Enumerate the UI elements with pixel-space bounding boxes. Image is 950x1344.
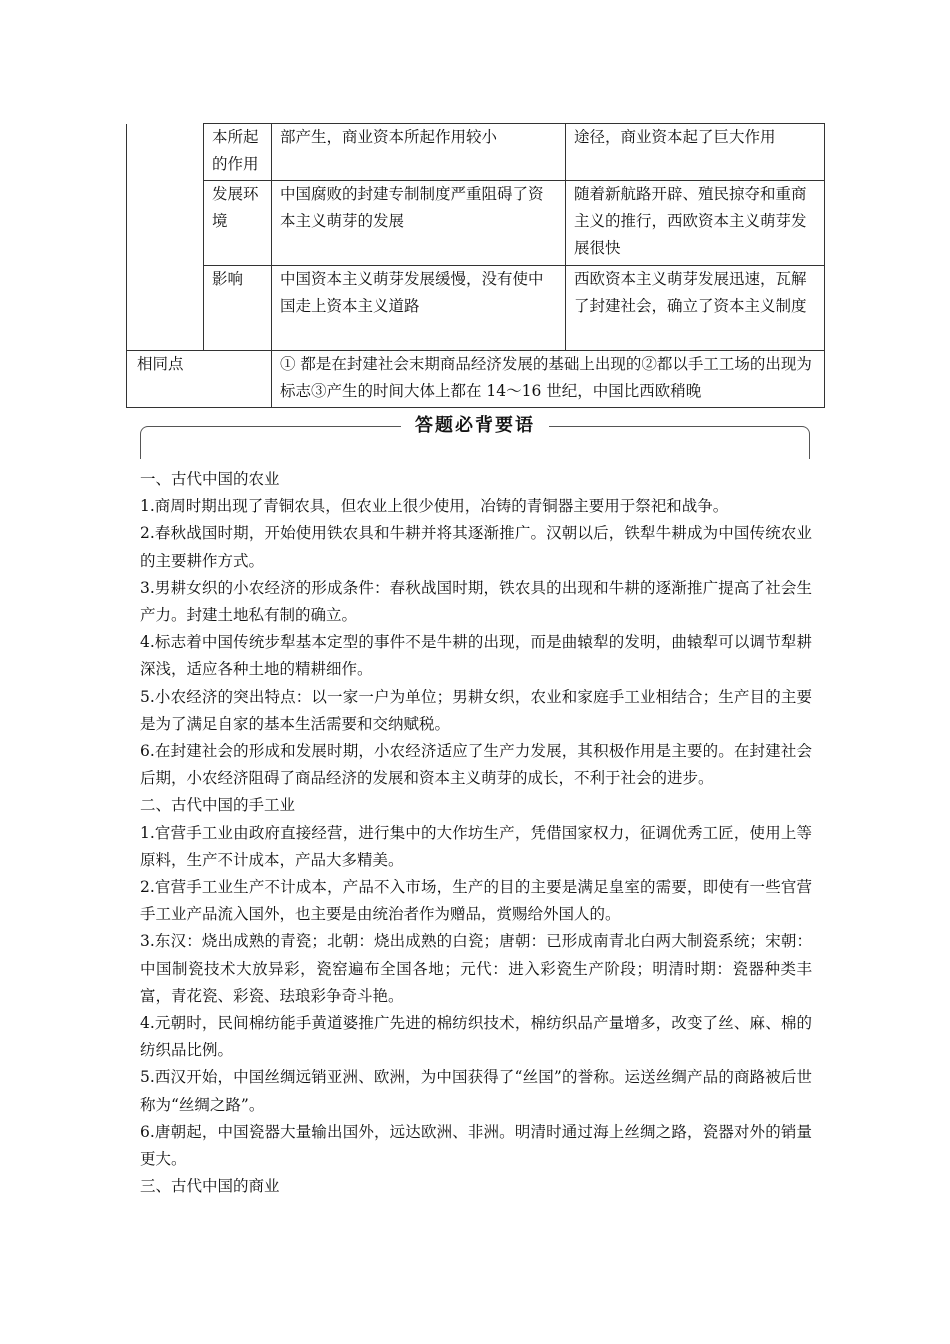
section-heading: 二、古代中国的手工业: [140, 796, 296, 815]
west-cell: 随着新航路开辟、殖民掠夺和重商主义的推行，西欧资本主义萌芽发展很快: [566, 181, 825, 266]
section-heading: 三、古代中国的商业: [140, 1177, 280, 1196]
paragraph: 5.西汉开始，中国丝绸远销亚洲、欧洲，为中国获得了“丝国”的誉称。运送丝绸产品的商路被后世称为“丝绸之路”。: [140, 1068, 812, 1114]
paragraph: 4.元朝时，民间棉纺能手黄道婆推广先进的棉纺织技术，棉纺织品产量增多，改变了丝、麻、棉的纺织品比例。: [140, 1014, 812, 1060]
row-label: 影响: [204, 266, 272, 351]
paragraph: 5.小农经济的突出特点：以一家一户为单位；男耕女织，农业和家庭手工业相结合；生产目的主要是为了满足自家的基本生活需要和交纳赋税。: [140, 687, 812, 733]
paragraph: 6.唐朝起，中国瓷器大量输出国外，远达欧洲、非洲。明清时通过海上丝绸之路，瓷器对外的销量更大。: [140, 1122, 812, 1169]
west-cell: 途径，商业资本起了巨大作用: [566, 124, 825, 181]
paragraph: 1.官营手工业由政府直接经营，进行集中的大作坊生产，凭借国家权力，征调优秀工匠，使用上等原料，生产不计成本，产品大多精美。: [140, 823, 812, 869]
table-row: [127, 266, 825, 351]
same-points-text: ① 都是在封建社会末期商品经济发展的基础上出现的②都以手工工场的出现为标志③产生的时间大体上都在 14～16 世纪，中国比西欧稍晚: [272, 351, 825, 408]
section-heading: 一、古代中国的农业: [140, 470, 280, 488]
paragraph: 1.商周时期出现了青铜农具，但农业上很少使用，冶铸的青铜器主要用于祭祀和战争。: [140, 497, 729, 516]
table-row-same: [127, 351, 825, 408]
paragraph: 2.官营手工业生产不计成本，产品不入市场，生产的目的主要是满足皇室的需要，即使有一些官营手工业产品流入国外，也主要是由统治者作为赠品，赏赐给外国人的。: [140, 878, 812, 924]
west-cell: 西欧资本主义萌芽发展迅速，瓦解了封建社会，确立了资本主义制度: [566, 266, 825, 351]
table-merged-cell: [127, 124, 204, 351]
table-row: [127, 181, 825, 266]
paragraph: 3.东汉：烧出成熟的青瓷；北朝：烧出成熟的白瓷；唐朝：已形成南青北白两大制瓷系统；宋朝：中国制瓷技术大放异彩，瓷窑遍布全国各地；元代：进入彩瓷生产阶段；明清时期：瓷器种类丰富，青花瓷、彩瓷、珐琅彩争奇斗艳。: [140, 932, 812, 1005]
banner-title: 答题必背要语: [401, 412, 549, 440]
china-cell: 部产生，商业资本所起作用较小: [272, 124, 566, 181]
row-label: 发展环境: [204, 181, 272, 266]
section-banner: [140, 412, 810, 460]
row-label: 本所起的作用: [204, 124, 272, 181]
paragraph: 4.标志着中国传统步犁基本定型的事件不是牛耕的出现，而是曲辕犁的发明，曲辕犁可以调节犁耕深浅，适应各种土地的精耕细作。: [140, 633, 812, 679]
comparison-table: [126, 123, 825, 408]
china-cell: 中国资本主义萌芽发展缓慢，没有使中国走上资本主义道路: [272, 266, 566, 351]
china-cell: 中国腐败的封建专制制度严重阻碍了资本主义萌芽的发展: [272, 181, 566, 266]
table-row: [127, 124, 825, 181]
paragraph: 6.在封建社会的形成和发展时期，小农经济适应了生产力发展，其积极作用是主要的。在封建社会后期，小农经济阻碍了商品经济的发展和资本主义萌芽的成长，不利于社会的进步。: [140, 742, 812, 788]
key-points-content: [140, 466, 812, 1200]
paragraph: 2.春秋战国时期，开始使用铁农具和牛耕并将其逐渐推广。汉朝以后，铁犁牛耕成为中国传统农业的主要耕作方式。: [140, 524, 812, 570]
same-points-label: 相同点: [127, 351, 272, 408]
paragraph: 3.男耕女织的小农经济的形成条件：春秋战国时期，铁农具的出现和牛耕的逐渐推广提高了社会生产力。封建土地私有制的确立。: [140, 578, 812, 625]
